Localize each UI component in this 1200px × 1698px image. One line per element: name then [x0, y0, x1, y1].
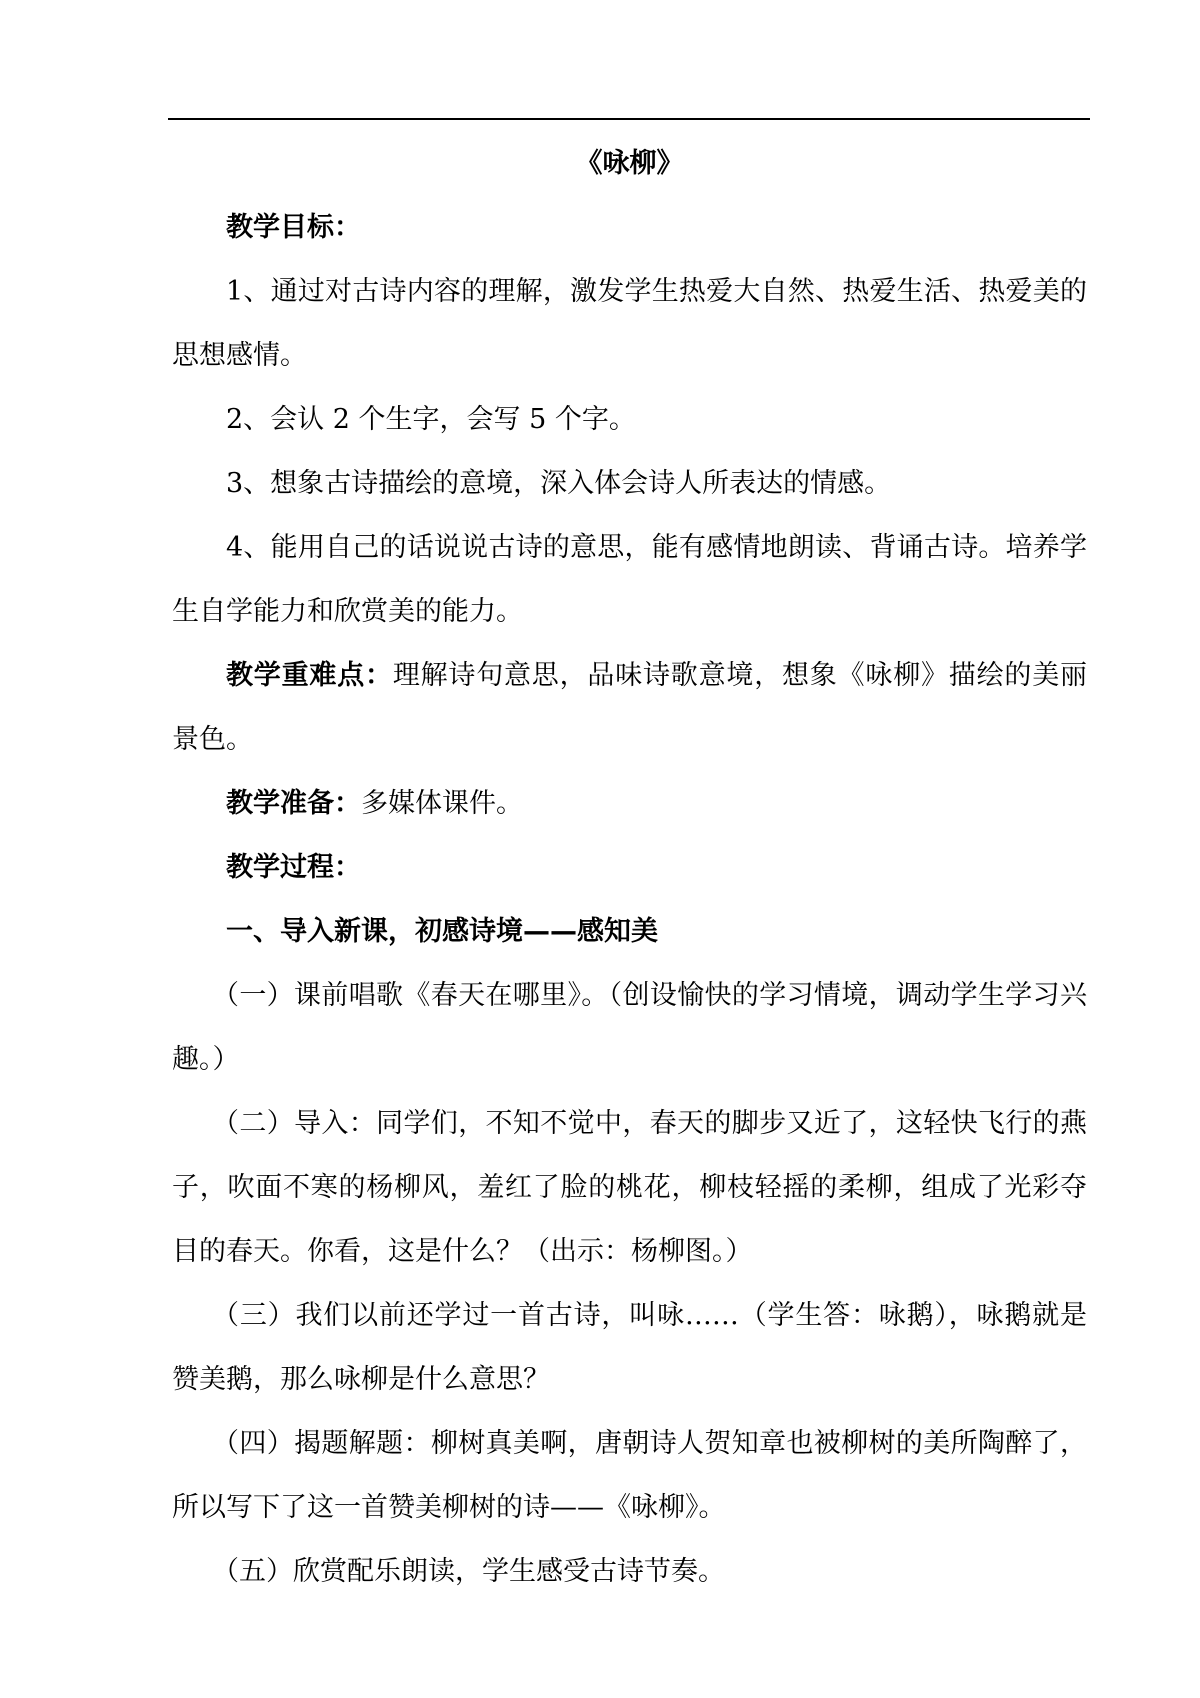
objective-item-1: 1、通过对古诗内容的理解，激发学生热爱大自然、热爱生活、热爱美的思想感情。	[172, 276, 1087, 371]
page-title: 《咏柳》	[575, 148, 684, 179]
process-step-5: （五）欣赏配乐朗读，学生感受古诗节奏。	[212, 1556, 725, 1587]
objective-item-2: 2、会认 2 个生字，会写 5 个字。	[226, 404, 636, 435]
process-step-2: （二）导入：同学们，不知不觉中，春天的脚步又近了，这轻快飞行的燕子，吹面不寒的杨柳风，羞红了脸的桃花，柳枝轻摇的柔柳，组成了光彩夺目的春天。你看，这是什么？（出示：杨柳图。）	[172, 1108, 1087, 1267]
process-heading: 教学过程：	[226, 852, 361, 883]
header-rule	[168, 118, 1090, 120]
process-step-1: （一）课前唱歌《春天在哪里》。（创设愉快的学习情境，调动学生学习兴趣。）	[172, 980, 1087, 1075]
document-body	[172, 132, 1087, 1604]
key-points-text: 理解诗句意思，品味诗歌意境，想象《咏柳》描绘的美丽景色。	[172, 660, 1088, 755]
process-step-4: （四）揭题解题：柳树真美啊，唐朝诗人贺知章也被柳树的美所陶醉了，所以写下了这一首赞美柳树的诗——《咏柳》。	[172, 1428, 1087, 1523]
objective-item-3: 3、想象古诗描绘的意境，深入体会诗人所表达的情感。	[226, 468, 892, 499]
preparation-text: 多媒体课件。	[361, 788, 523, 819]
objectives-heading: 教学目标：	[226, 212, 361, 243]
section-1-heading: 一、导入新课，初感诗境——感知美	[226, 916, 658, 947]
key-points	[172, 644, 1087, 772]
objective-item-4: 4、能用自己的话说说古诗的意思，能有感情地朗读、背诵古诗。培养学生自学能力和欣赏美的能力。	[172, 532, 1087, 627]
preparation-label: 教学准备：	[226, 788, 361, 819]
process-step-3: （三）我们以前还学过一首古诗，叫咏……（学生答：咏鹅），咏鹅就是赞美鹅，那么咏柳是什么意思？	[172, 1300, 1087, 1395]
preparation	[172, 772, 1087, 836]
key-points-label: 教学重难点：	[226, 660, 393, 691]
